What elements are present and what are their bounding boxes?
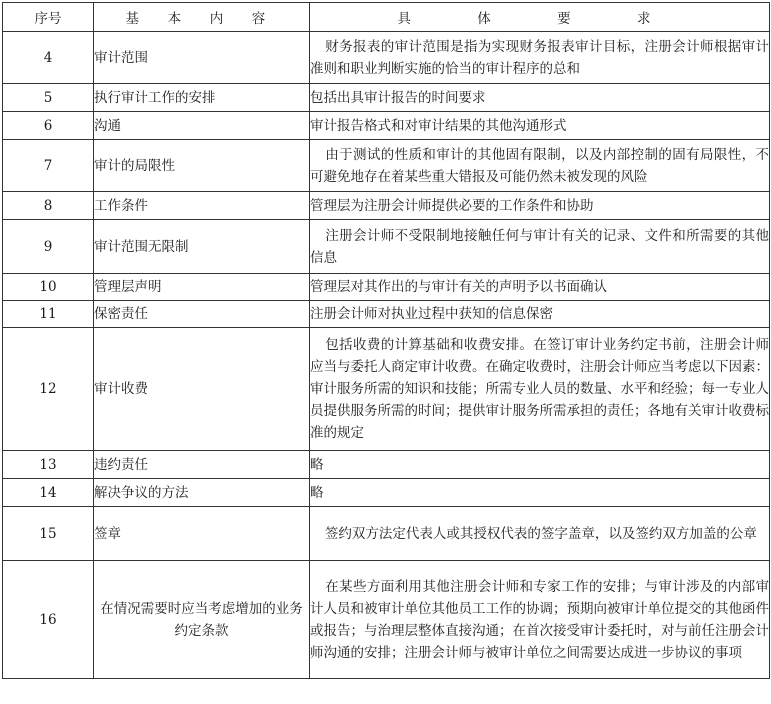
table-row <box>3 140 770 192</box>
row-item: 解决争议的方法 <box>94 479 310 507</box>
row-no: 16 <box>3 561 94 679</box>
header-req <box>310 3 770 32</box>
row-item: 审计的局限性 <box>94 140 310 192</box>
row-req: 在某些方面利用其他注册会计师和专家工作的安排；与审计涉及的内部审计人员和被审计单位其他员工工作的协调；预期向被审计单位提交的其他函件或报告；与治理层整体直接沟通；在首次接受审计委托时，对与前任注册会计师沟通的安排；注册会计师与被审计单位之间需要达成进一步协议的事项 <box>310 561 770 679</box>
row-req: 管理层为注册会计师提供必要的工作条件和协助 <box>310 192 770 220</box>
row-item: 执行审计工作的安排 <box>94 84 310 112</box>
row-no: 11 <box>3 301 94 328</box>
row-no: 10 <box>3 274 94 301</box>
row-no: 5 <box>3 84 94 112</box>
row-item: 管理层声明 <box>94 274 310 301</box>
table-row <box>3 112 770 140</box>
table-row <box>3 328 770 451</box>
row-item: 保密责任 <box>94 301 310 328</box>
header-item-text: 基 本 内 容 <box>125 11 278 27</box>
row-req: 略 <box>310 451 770 479</box>
row-req: 管理层对其作出的与审计有关的声明予以书面确认 <box>310 274 770 301</box>
table-row <box>3 561 770 679</box>
row-no: 7 <box>3 140 94 192</box>
row-no: 14 <box>3 479 94 507</box>
row-req: 财务报表的审计范围是指为实现财务报表审计目标，注册会计师根据审计准则和职业判断实施的恰当的审计程序的总和 <box>310 32 770 84</box>
row-no: 8 <box>3 192 94 220</box>
row-item: 在情况需要时应当考虑增加的业务约定条款 <box>94 561 310 679</box>
row-item: 审计范围无限制 <box>94 220 310 274</box>
table-row <box>3 451 770 479</box>
row-item: 审计收费 <box>94 328 310 451</box>
row-no: 15 <box>3 507 94 561</box>
table-row <box>3 507 770 561</box>
row-req: 审计报告格式和对审计结果的其他沟通形式 <box>310 112 770 140</box>
row-item: 违约责任 <box>94 451 310 479</box>
row-req: 由于测试的性质和审计的其他固有限制，以及内部控制的固有局限性，不可避免地存在着某些重大错报及可能仍然未被发现的风险 <box>310 140 770 192</box>
table-row <box>3 220 770 274</box>
header-item <box>94 3 310 32</box>
table-row <box>3 274 770 301</box>
row-req: 签约双方法定代表人或其授权代表的签字盖章，以及签约双方加盖的公章 <box>310 507 770 561</box>
row-req: 包括收费的计算基础和收费安排。在签订审计业务约定书前，注册会计师应当与委托人商定审计收费。在确定收费时，注册会计师应当考虑以下因素：审计服务所需的知识和技能；所需专业人员的数量、水平和经验；每一专业人员提供服务所需的时间；提供审计服务所需承担的责任；各地有关审计收费标准的规定 <box>310 328 770 451</box>
row-req: 注册会计师不受限制地接触任何与审计有关的记录、文件和所需要的其他信息 <box>310 220 770 274</box>
row-item: 工作条件 <box>94 192 310 220</box>
table-row <box>3 32 770 84</box>
row-req: 略 <box>310 479 770 507</box>
header-no: 序号 <box>3 3 94 32</box>
row-no: 6 <box>3 112 94 140</box>
requirements-table <box>2 2 770 679</box>
table-row <box>3 301 770 328</box>
row-no: 13 <box>3 451 94 479</box>
header-row <box>3 3 770 32</box>
row-no: 12 <box>3 328 94 451</box>
row-no: 4 <box>3 32 94 84</box>
table-row <box>3 479 770 507</box>
row-item: 审计范围 <box>94 32 310 84</box>
header-req-text: 具 体 要 求 <box>397 11 682 27</box>
table-row <box>3 192 770 220</box>
row-req: 包括出具审计报告的时间要求 <box>310 84 770 112</box>
row-item: 签章 <box>94 507 310 561</box>
row-item: 沟通 <box>94 112 310 140</box>
row-no: 9 <box>3 220 94 274</box>
table-row <box>3 84 770 112</box>
row-req: 注册会计师对执业过程中获知的信息保密 <box>310 301 770 328</box>
